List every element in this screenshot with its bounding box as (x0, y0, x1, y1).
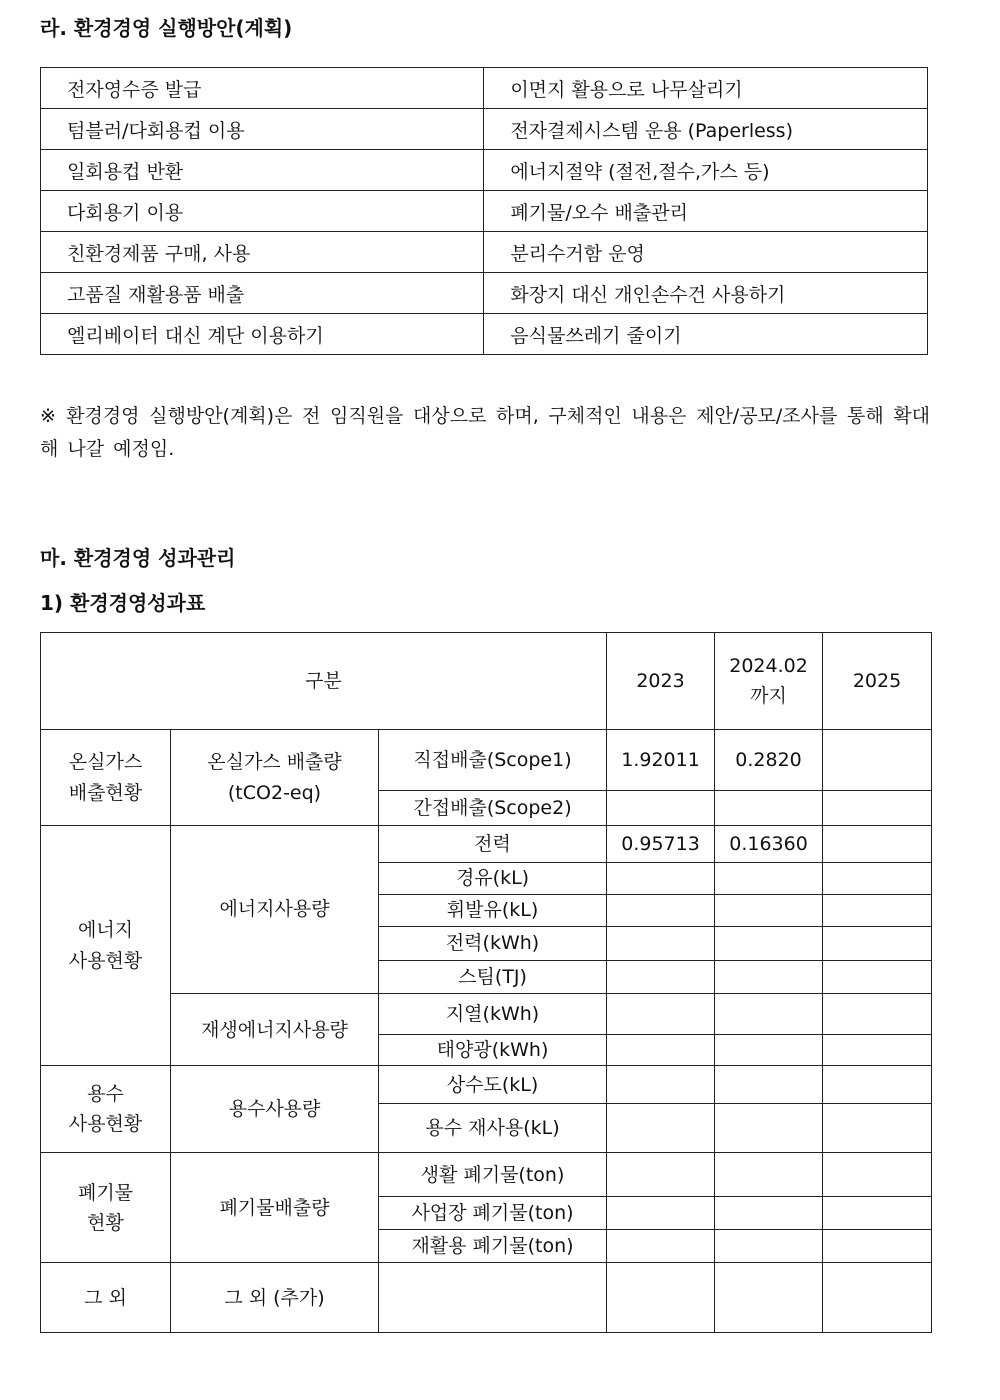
group-cell: 온실가스 배출현황 (41, 730, 171, 826)
table-row (41, 1066, 932, 1104)
plan-cell: 엘리베이터 대신 계단 이용하기 (41, 314, 484, 355)
subgroup-cell: 폐기물배출량 (171, 1153, 379, 1263)
header-year: 2023 (607, 633, 715, 730)
value-cell (607, 1104, 715, 1153)
table-row (41, 730, 932, 791)
performance-table (40, 632, 932, 1333)
value-cell (823, 994, 932, 1035)
item-cell: 휘발유(kL) (379, 895, 607, 927)
value-cell (823, 961, 932, 994)
value-cell (715, 1035, 823, 1066)
note-text: ※ 환경경영 실행방안(계획)은 전 임직원을 대상으로 하며, 구체적인 내용은 제안/공모/조사를 통해 확대해 나갈 예정임. (40, 405, 930, 460)
value-cell (823, 1230, 932, 1263)
plan-cell: 고품질 재활용품 배출 (41, 273, 484, 314)
plan-cell: 친환경제품 구매, 사용 (41, 232, 484, 273)
subgroup-cell: 온실가스 배출량 (tCO2-eq) (171, 730, 379, 826)
table-row (41, 1153, 932, 1197)
value-cell (823, 1263, 932, 1333)
plan-cell: 일회용컵 반환 (41, 150, 484, 191)
value-cell (607, 863, 715, 895)
value-cell (823, 1153, 932, 1197)
table-row (41, 826, 932, 863)
header-year: 2024.02 까지 (715, 633, 823, 730)
plan-cell: 전자결제시스템 운용 (Paperless) (484, 109, 928, 150)
value-cell (715, 1066, 823, 1104)
section-title-ra: 라. 환경경영 실행방안(계획) (40, 16, 293, 40)
value-cell (823, 927, 932, 961)
table-row (41, 273, 928, 314)
subgroup-cell: 용수사용량 (171, 1066, 379, 1153)
value-cell (607, 1230, 715, 1263)
plan-cell: 에너지절약 (절전,절수,가스 등) (484, 150, 928, 191)
item-cell: 태양광(kWh) (379, 1035, 607, 1066)
value-cell (607, 994, 715, 1035)
value-cell (715, 895, 823, 927)
plan-cell: 분리수거함 운영 (484, 232, 928, 273)
value-cell (607, 791, 715, 826)
plan-cell: 폐기물/오수 배출관리 (484, 191, 928, 232)
value-cell (607, 1035, 715, 1066)
subgroup-cell: 에너지사용량 (171, 826, 379, 994)
value-cell (607, 927, 715, 961)
item-cell: 사업장 폐기물(ton) (379, 1197, 607, 1230)
value-cell: 0.16360 (715, 826, 823, 863)
item-cell: 전력(kWh) (379, 927, 607, 961)
section-subtitle: 1) 환경경영성과표 (40, 591, 206, 615)
item-cell: 지열(kWh) (379, 994, 607, 1035)
table-row (41, 232, 928, 273)
value-cell (607, 1197, 715, 1230)
item-cell: 생활 폐기물(ton) (379, 1153, 607, 1197)
section-title-ma: 마. 환경경영 성과관리 (40, 546, 236, 570)
item-cell: 직접배출(Scope1) (379, 730, 607, 791)
value-cell (823, 1197, 932, 1230)
subgroup-cell: 그 외 (추가) (171, 1263, 379, 1333)
plan-cell: 화장지 대신 개인손수건 사용하기 (484, 273, 928, 314)
table-row (41, 1263, 932, 1333)
value-cell (823, 730, 932, 791)
table-row (41, 994, 932, 1035)
value-cell (715, 1263, 823, 1333)
plan-cell: 텀블러/다회용컵 이용 (41, 109, 484, 150)
value-cell (607, 961, 715, 994)
table-row (41, 633, 932, 730)
item-cell: 경유(kL) (379, 863, 607, 895)
value-cell (823, 1035, 932, 1066)
table-row (41, 68, 928, 109)
value-cell (823, 1066, 932, 1104)
table-row (41, 314, 928, 355)
value-cell (715, 1153, 823, 1197)
item-cell: 간접배출(Scope2) (379, 791, 607, 826)
table-row (41, 109, 928, 150)
plan-cell: 다회용기 이용 (41, 191, 484, 232)
value-cell (715, 1230, 823, 1263)
item-cell: 전력 (379, 826, 607, 863)
plan-cell: 이면지 활용으로 나무살리기 (484, 68, 928, 109)
value-cell (715, 863, 823, 895)
group-cell: 폐기물 현황 (41, 1153, 171, 1263)
value-cell (823, 791, 932, 826)
plan-cell: 전자영수증 발급 (41, 68, 484, 109)
value-cell (607, 1153, 715, 1197)
header-year: 2025 (823, 633, 932, 730)
table-row (41, 191, 928, 232)
header-category: 구분 (41, 633, 607, 730)
value-cell (715, 994, 823, 1035)
item-cell: 용수 재사용(kL) (379, 1104, 607, 1153)
value-cell (715, 1197, 823, 1230)
value-cell (607, 895, 715, 927)
item-cell (379, 1263, 607, 1333)
value-cell (823, 863, 932, 895)
value-cell (823, 1104, 932, 1153)
group-cell: 그 외 (41, 1263, 171, 1333)
subgroup-cell: 재생에너지사용량 (171, 994, 379, 1066)
item-cell: 상수도(kL) (379, 1066, 607, 1104)
table-row (41, 150, 928, 191)
value-cell (823, 826, 932, 863)
value-cell: 1.92011 (607, 730, 715, 791)
plan-cell: 음식물쓰레기 줄이기 (484, 314, 928, 355)
value-cell: 0.95713 (607, 826, 715, 863)
item-cell: 재활용 폐기물(ton) (379, 1230, 607, 1263)
plan-table (40, 67, 928, 355)
value-cell (607, 1066, 715, 1104)
value-cell (715, 1104, 823, 1153)
item-cell: 스팀(TJ) (379, 961, 607, 994)
value-cell: 0.2820 (715, 730, 823, 791)
value-cell (715, 791, 823, 826)
value-cell (823, 895, 932, 927)
group-cell: 용수 사용현황 (41, 1066, 171, 1153)
value-cell (607, 1263, 715, 1333)
value-cell (715, 927, 823, 961)
group-cell: 에너지 사용현황 (41, 826, 171, 1066)
value-cell (715, 961, 823, 994)
